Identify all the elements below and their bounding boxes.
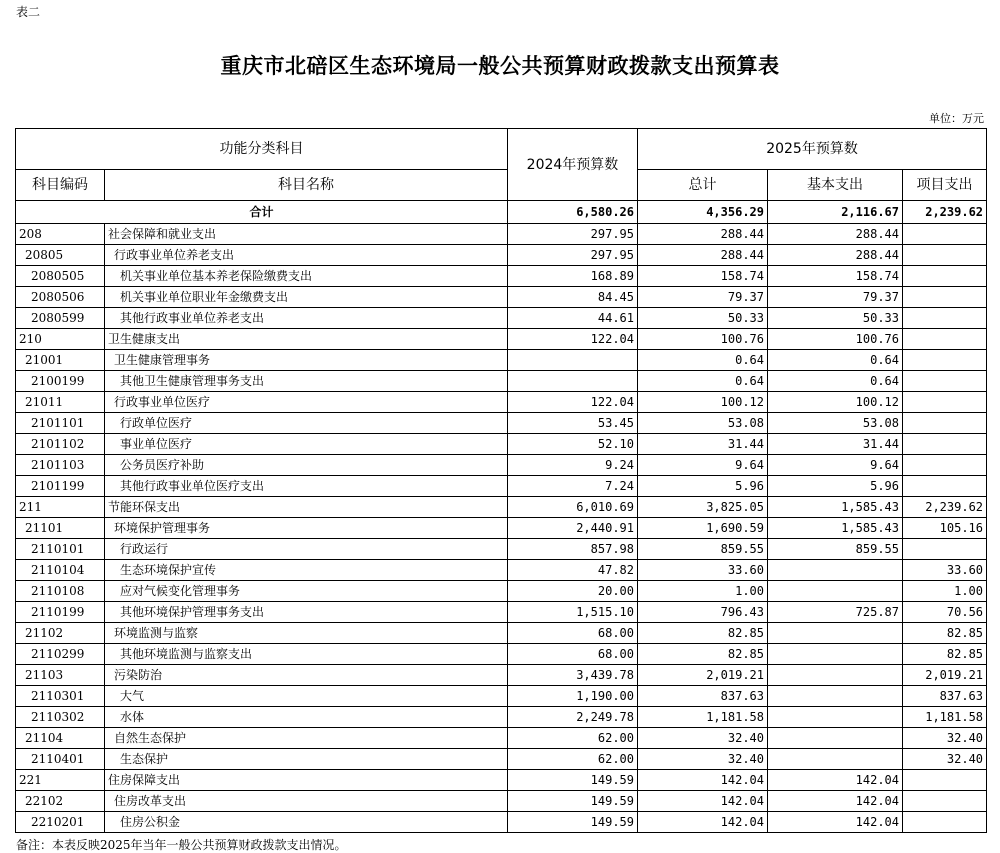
row-name: 行政事业单位养老支出 — [105, 245, 508, 266]
row-total-2025: 32.40 — [638, 728, 768, 749]
row-budget-2024: 62.00 — [508, 728, 638, 749]
table-row — [16, 392, 987, 413]
table-row — [16, 476, 987, 497]
row-basic-2025 — [768, 728, 903, 749]
row-budget-2024: 2,440.91 — [508, 518, 638, 539]
table-row — [16, 308, 987, 329]
row-basic-2025: 9.64 — [768, 455, 903, 476]
row-project-2025: 837.63 — [903, 686, 987, 707]
row-total-2025: 288.44 — [638, 245, 768, 266]
footnote: 备注：本表反映2025年当年一般公共预算财政拨款支出情况。 — [16, 838, 347, 852]
row-name: 行政单位医疗 — [105, 413, 508, 434]
row-name: 其他卫生健康管理事务支出 — [105, 371, 508, 392]
row-budget-2024: 52.10 — [508, 434, 638, 455]
row-budget-2024: 6,010.69 — [508, 497, 638, 518]
row-budget-2024: 168.89 — [508, 266, 638, 287]
row-code: 2110302 — [16, 707, 105, 728]
table-row — [16, 350, 987, 371]
header-project: 项目支出 — [903, 170, 987, 201]
row-basic-2025 — [768, 749, 903, 770]
row-name: 社会保障和就业支出 — [105, 224, 508, 245]
table-row — [16, 665, 987, 686]
page-title: 重庆市北碚区生态环境局一般公共预算财政拨款支出预算表 — [220, 53, 780, 78]
row-project-2025: 82.85 — [903, 644, 987, 665]
row-budget-2024: 297.95 — [508, 245, 638, 266]
row-name: 生态保护 — [105, 749, 508, 770]
row-project-2025 — [903, 224, 987, 245]
row-project-2025 — [903, 266, 987, 287]
row-total-2025: 796.43 — [638, 602, 768, 623]
row-budget-2024: 297.95 — [508, 224, 638, 245]
row-project-2025 — [903, 770, 987, 791]
total-total: 4,356.29 — [638, 201, 768, 224]
row-budget-2024: 84.45 — [508, 287, 638, 308]
header-name: 科目名称 — [105, 170, 508, 201]
table-row — [16, 602, 987, 623]
row-basic-2025: 288.44 — [768, 245, 903, 266]
table-row — [16, 287, 987, 308]
row-code: 21101 — [16, 518, 105, 539]
row-name: 公务员医疗补助 — [105, 455, 508, 476]
total-row — [16, 201, 987, 224]
header-budget-2025: 2025年预算数 — [638, 129, 987, 170]
row-code: 221 — [16, 770, 105, 791]
unit-label: 单位：万元 — [929, 112, 984, 125]
row-budget-2024: 857.98 — [508, 539, 638, 560]
row-budget-2024: 68.00 — [508, 644, 638, 665]
row-project-2025 — [903, 308, 987, 329]
row-project-2025 — [903, 413, 987, 434]
row-total-2025: 1.00 — [638, 581, 768, 602]
row-basic-2025: 79.37 — [768, 287, 903, 308]
row-total-2025: 142.04 — [638, 770, 768, 791]
table-row — [16, 686, 987, 707]
row-total-2025: 3,825.05 — [638, 497, 768, 518]
row-code: 2080599 — [16, 308, 105, 329]
row-budget-2024: 47.82 — [508, 560, 638, 581]
row-code: 2080505 — [16, 266, 105, 287]
table-row — [16, 791, 987, 812]
row-project-2025: 2,019.21 — [903, 665, 987, 686]
row-basic-2025: 725.87 — [768, 602, 903, 623]
row-budget-2024: 149.59 — [508, 791, 638, 812]
row-budget-2024: 1,515.10 — [508, 602, 638, 623]
row-basic-2025: 288.44 — [768, 224, 903, 245]
row-budget-2024: 122.04 — [508, 392, 638, 413]
total-label: 合计 — [16, 201, 508, 224]
table-row — [16, 770, 987, 791]
row-code: 2101103 — [16, 455, 105, 476]
row-code: 2101199 — [16, 476, 105, 497]
row-name: 卫生健康支出 — [105, 329, 508, 350]
table-row — [16, 497, 987, 518]
row-name: 水体 — [105, 707, 508, 728]
row-basic-2025: 142.04 — [768, 770, 903, 791]
row-total-2025: 82.85 — [638, 623, 768, 644]
row-project-2025: 33.60 — [903, 560, 987, 581]
row-name: 住房保障支出 — [105, 770, 508, 791]
row-project-2025 — [903, 476, 987, 497]
table-row — [16, 539, 987, 560]
row-project-2025 — [903, 455, 987, 476]
row-budget-2024 — [508, 350, 638, 371]
row-total-2025: 2,019.21 — [638, 665, 768, 686]
row-total-2025: 0.64 — [638, 350, 768, 371]
row-total-2025: 288.44 — [638, 224, 768, 245]
row-total-2025: 31.44 — [638, 434, 768, 455]
row-budget-2024: 122.04 — [508, 329, 638, 350]
row-code: 2110401 — [16, 749, 105, 770]
total-project: 2,239.62 — [903, 201, 987, 224]
row-code: 2110199 — [16, 602, 105, 623]
row-total-2025: 9.64 — [638, 455, 768, 476]
row-total-2025: 1,181.58 — [638, 707, 768, 728]
row-total-2025: 837.63 — [638, 686, 768, 707]
row-total-2025: 0.64 — [638, 371, 768, 392]
row-total-2025: 5.96 — [638, 476, 768, 497]
row-basic-2025: 142.04 — [768, 812, 903, 833]
row-basic-2025 — [768, 560, 903, 581]
row-budget-2024: 68.00 — [508, 623, 638, 644]
row-total-2025: 100.76 — [638, 329, 768, 350]
row-name: 其他环境监测与监察支出 — [105, 644, 508, 665]
row-project-2025 — [903, 350, 987, 371]
row-code: 20805 — [16, 245, 105, 266]
table-row — [16, 623, 987, 644]
row-code: 21011 — [16, 392, 105, 413]
row-name: 行政运行 — [105, 539, 508, 560]
table-row — [16, 224, 987, 245]
total-b2024: 6,580.26 — [508, 201, 638, 224]
row-name: 节能环保支出 — [105, 497, 508, 518]
row-basic-2025: 1,585.43 — [768, 497, 903, 518]
row-name: 环境监测与监察 — [105, 623, 508, 644]
row-basic-2025: 0.64 — [768, 371, 903, 392]
row-project-2025 — [903, 287, 987, 308]
row-total-2025: 100.12 — [638, 392, 768, 413]
row-total-2025: 53.08 — [638, 413, 768, 434]
header-func-class: 功能分类科目 — [16, 129, 508, 170]
table-row — [16, 749, 987, 770]
row-project-2025 — [903, 812, 987, 833]
row-basic-2025: 31.44 — [768, 434, 903, 455]
row-total-2025: 82.85 — [638, 644, 768, 665]
row-code: 2210201 — [16, 812, 105, 833]
row-project-2025: 82.85 — [903, 623, 987, 644]
table-row — [16, 518, 987, 539]
row-project-2025 — [903, 329, 987, 350]
table-row — [16, 329, 987, 350]
budget-table — [15, 128, 987, 833]
row-name: 应对气候变化管理事务 — [105, 581, 508, 602]
row-code: 2110301 — [16, 686, 105, 707]
row-project-2025 — [903, 791, 987, 812]
row-total-2025: 33.60 — [638, 560, 768, 581]
row-name: 生态环境保护宣传 — [105, 560, 508, 581]
row-project-2025 — [903, 539, 987, 560]
row-name: 污染防治 — [105, 665, 508, 686]
row-total-2025: 158.74 — [638, 266, 768, 287]
row-project-2025: 70.56 — [903, 602, 987, 623]
row-name: 其他行政事业单位养老支出 — [105, 308, 508, 329]
row-code: 21103 — [16, 665, 105, 686]
row-code: 21001 — [16, 350, 105, 371]
row-name: 其他行政事业单位医疗支出 — [105, 476, 508, 497]
row-project-2025 — [903, 392, 987, 413]
row-code: 22102 — [16, 791, 105, 812]
row-basic-2025 — [768, 623, 903, 644]
row-budget-2024: 1,190.00 — [508, 686, 638, 707]
row-budget-2024: 62.00 — [508, 749, 638, 770]
row-project-2025: 1,181.58 — [903, 707, 987, 728]
row-budget-2024: 44.61 — [508, 308, 638, 329]
row-basic-2025: 142.04 — [768, 791, 903, 812]
row-name: 住房改革支出 — [105, 791, 508, 812]
row-total-2025: 142.04 — [638, 812, 768, 833]
row-total-2025: 79.37 — [638, 287, 768, 308]
row-project-2025: 105.16 — [903, 518, 987, 539]
table-row — [16, 581, 987, 602]
row-budget-2024: 20.00 — [508, 581, 638, 602]
header-basic: 基本支出 — [768, 170, 903, 201]
row-budget-2024: 7.24 — [508, 476, 638, 497]
row-name: 卫生健康管理事务 — [105, 350, 508, 371]
row-basic-2025 — [768, 686, 903, 707]
row-project-2025: 1.00 — [903, 581, 987, 602]
table-row — [16, 266, 987, 287]
header-budget-2024: 2024年预算数 — [508, 129, 638, 201]
row-name: 事业单位医疗 — [105, 434, 508, 455]
row-code: 2110104 — [16, 560, 105, 581]
row-basic-2025: 859.55 — [768, 539, 903, 560]
row-name: 大气 — [105, 686, 508, 707]
row-budget-2024: 149.59 — [508, 770, 638, 791]
header-row-2 — [16, 170, 987, 201]
row-total-2025: 50.33 — [638, 308, 768, 329]
table-row — [16, 245, 987, 266]
row-name: 自然生态保护 — [105, 728, 508, 749]
row-basic-2025: 100.76 — [768, 329, 903, 350]
row-basic-2025 — [768, 581, 903, 602]
row-total-2025: 1,690.59 — [638, 518, 768, 539]
header-row-1 — [16, 129, 987, 170]
row-code: 2100199 — [16, 371, 105, 392]
row-name: 机关事业单位基本养老保险缴费支出 — [105, 266, 508, 287]
row-budget-2024: 3,439.78 — [508, 665, 638, 686]
row-code: 21104 — [16, 728, 105, 749]
row-total-2025: 32.40 — [638, 749, 768, 770]
row-code: 210 — [16, 329, 105, 350]
row-name: 环境保护管理事务 — [105, 518, 508, 539]
row-name: 住房公积金 — [105, 812, 508, 833]
row-total-2025: 859.55 — [638, 539, 768, 560]
row-project-2025 — [903, 371, 987, 392]
row-code: 2110101 — [16, 539, 105, 560]
header-code: 科目编码 — [16, 170, 105, 201]
table-row — [16, 371, 987, 392]
table-row — [16, 728, 987, 749]
table-row — [16, 455, 987, 476]
row-code: 211 — [16, 497, 105, 518]
row-basic-2025: 53.08 — [768, 413, 903, 434]
row-budget-2024: 149.59 — [508, 812, 638, 833]
row-name: 其他环境保护管理事务支出 — [105, 602, 508, 623]
row-basic-2025: 50.33 — [768, 308, 903, 329]
row-code: 2101102 — [16, 434, 105, 455]
row-basic-2025 — [768, 644, 903, 665]
row-budget-2024 — [508, 371, 638, 392]
total-basic: 2,116.67 — [768, 201, 903, 224]
table-row — [16, 812, 987, 833]
table-row — [16, 413, 987, 434]
row-basic-2025: 1,585.43 — [768, 518, 903, 539]
row-project-2025: 32.40 — [903, 728, 987, 749]
table-row — [16, 644, 987, 665]
row-project-2025 — [903, 245, 987, 266]
row-name: 行政事业单位医疗 — [105, 392, 508, 413]
row-basic-2025 — [768, 665, 903, 686]
row-budget-2024: 2,249.78 — [508, 707, 638, 728]
header-total: 总计 — [638, 170, 768, 201]
row-code: 2110108 — [16, 581, 105, 602]
row-name: 机关事业单位职业年金缴费支出 — [105, 287, 508, 308]
row-total-2025: 142.04 — [638, 791, 768, 812]
row-code: 21102 — [16, 623, 105, 644]
row-code: 2101101 — [16, 413, 105, 434]
row-project-2025: 2,239.62 — [903, 497, 987, 518]
document-tag: 表二 — [16, 5, 41, 19]
row-code: 2080506 — [16, 287, 105, 308]
row-project-2025: 32.40 — [903, 749, 987, 770]
row-code: 2110299 — [16, 644, 105, 665]
table-row — [16, 707, 987, 728]
row-basic-2025 — [768, 707, 903, 728]
row-basic-2025: 100.12 — [768, 392, 903, 413]
row-budget-2024: 9.24 — [508, 455, 638, 476]
row-basic-2025: 0.64 — [768, 350, 903, 371]
row-basic-2025: 5.96 — [768, 476, 903, 497]
row-code: 208 — [16, 224, 105, 245]
table-row — [16, 560, 987, 581]
row-project-2025 — [903, 434, 987, 455]
table-row — [16, 434, 987, 455]
row-basic-2025: 158.74 — [768, 266, 903, 287]
row-budget-2024: 53.45 — [508, 413, 638, 434]
